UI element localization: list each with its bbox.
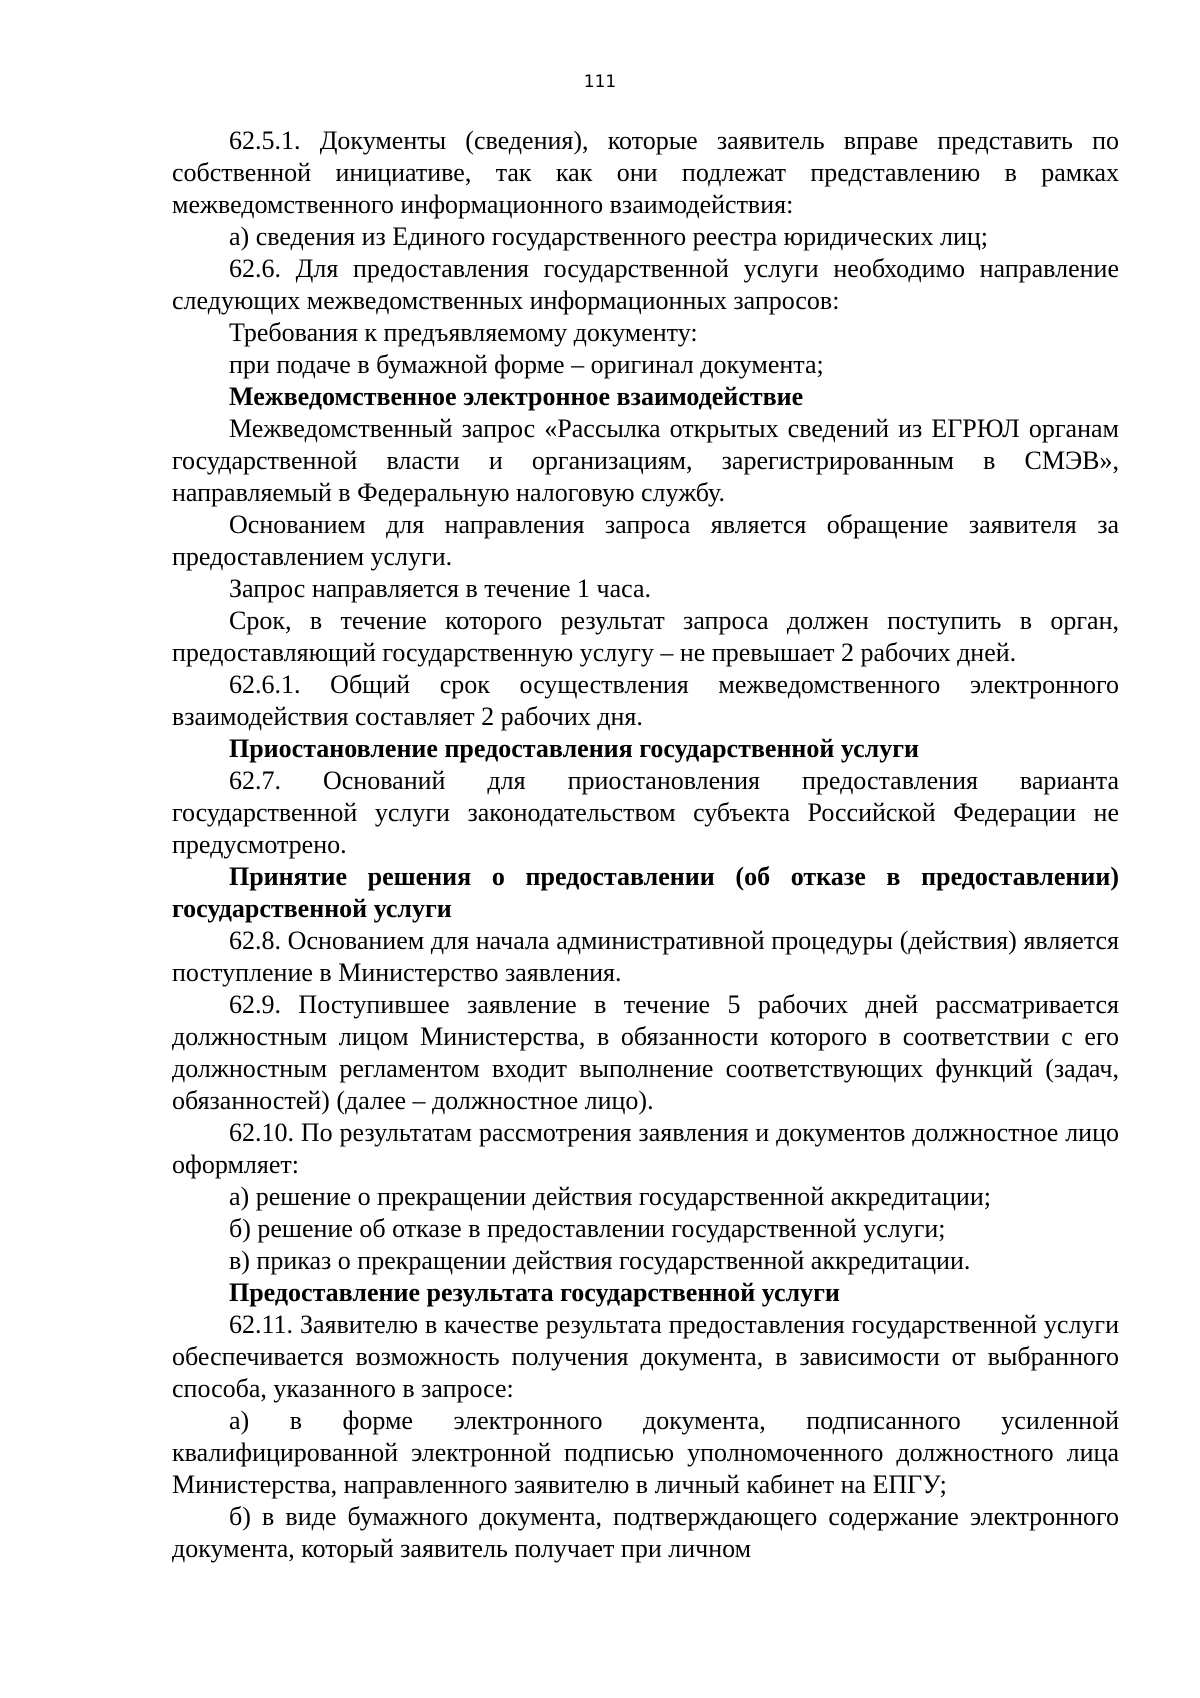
paragraph: 62.10. По результатам рассмотрения заявления и документов должностное лицо оформляет: [172, 1118, 1119, 1179]
paragraph: 62.7. Оснований для приостановления предоставления варианта государственной услуги законодательством субъекта Российской Федерации не предусмотрено. [172, 766, 1119, 859]
section-heading: Предоставление результата государственной услуги [229, 1278, 840, 1307]
paragraph: Запрос направляется в течение 1 часа. [229, 574, 652, 603]
paragraph: 62.9. Поступившее заявление в течение 5 рабочих дней рассматривается должностным лицом Министерства, в обязанности которого в соответствии с его должностным регламентом входит выполнение соответствующих функций (задач, обязанностей) (далее – должностное лицо). [172, 990, 1119, 1115]
document-body [172, 125, 1119, 1565]
section-heading: Межведомственное электронное взаимодействие [229, 382, 804, 411]
list-item: б) решение об отказе в предоставлении государственной услуги; [229, 1214, 946, 1243]
paragraph: 62.6. Для предоставления государственной услуги необходимо направление следующих межведомственных информационных запросов: [172, 254, 1119, 315]
section-heading: Принятие решения о предоставлении (об отказе в предоставлении) государственной услуги [172, 862, 1119, 923]
paragraph: Срок, в течение которого результат запроса должен поступить в орган, предоставляющий государственную услугу – не превышает 2 рабочих дней. [172, 606, 1119, 667]
paragraph: 62.6.1. Общий срок осуществления межведомственного электронного взаимодействия составляет 2 рабочих дня. [172, 670, 1119, 731]
paragraph: Межведомственный запрос «Рассылка открытых сведений из ЕГРЮЛ органам государственной власти и организациям, зарегистрированным в СМЭВ», направляемый в Федеральную налоговую службу. [172, 414, 1119, 507]
list-item: а) решение о прекращении действия государственной аккредитации; [229, 1182, 991, 1211]
paragraph: 62.11. Заявителю в качестве результата предоставления государственной услуги обеспечивается возможность получения документа, в зависимости от выбранного способа, указанного в запросе: [172, 1310, 1119, 1403]
paragraph: при подаче в бумажной форме – оригинал документа; [229, 350, 824, 379]
list-item: а) в форме электронного документа, подписанного усиленной квалифицированной электронной подписью уполномоченного должностного лица Министерства, направленного заявителю в личный кабинет на ЕПГУ; [172, 1406, 1119, 1499]
page-number: 111 [583, 72, 617, 92]
section-heading: Приостановление предоставления государственной услуги [229, 734, 920, 763]
list-item: а) сведения из Единого государственного реестра юридических лиц; [229, 222, 989, 251]
paragraph: Основанием для направления запроса является обращение заявителя за предоставлением услуги. [172, 510, 1119, 571]
paragraph: Требования к предъявляемому документу: [229, 318, 698, 347]
list-item: б) в виде бумажного документа, подтверждающего содержание электронного документа, который заявитель получает при личном [172, 1502, 1119, 1563]
paragraph: 62.5.1. Документы (сведения), которые заявитель вправе представить по собственной инициативе, так как они подлежат представлению в рамках межведомственного информационного взаимодействия: [172, 126, 1119, 219]
paragraph: 62.8. Основанием для начала административной процедуры (действия) является поступление в Министерство заявления. [172, 926, 1119, 987]
list-item: в) приказ о прекращении действия государственной аккредитации. [229, 1246, 971, 1275]
